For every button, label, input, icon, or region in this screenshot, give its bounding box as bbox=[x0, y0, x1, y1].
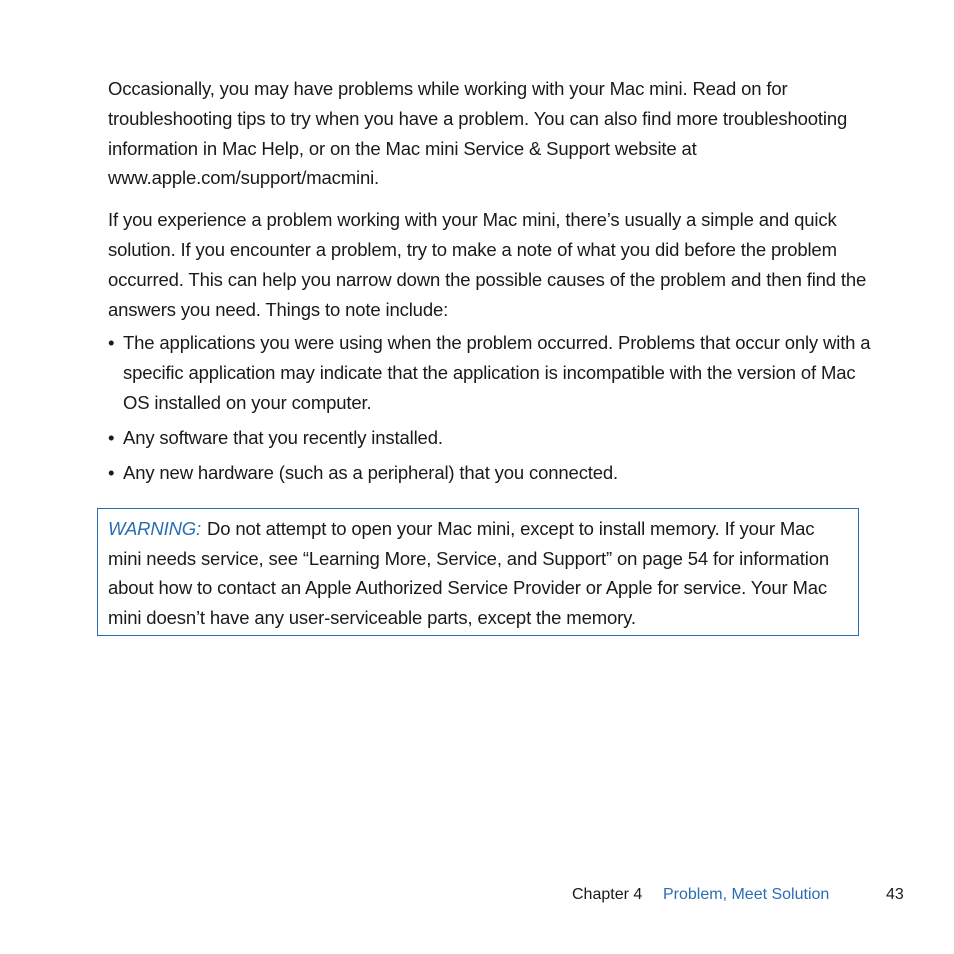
warning-label: WARNING: bbox=[108, 518, 202, 539]
list-item bbox=[108, 328, 878, 417]
list-item-text: Any new hardware (such as a peripheral) that you connected. bbox=[123, 461, 619, 483]
notes-list bbox=[108, 328, 878, 487]
warning-text: Do not attempt to open your Mac mini, except to install memory. If your Mac mini needs service, see “Learning More, Service, and Support” on page 54 for information about how to contact an Apple Authorized Service Provider or Apple for service. Your Mac mini doesn’t have any user-serviceable parts, except the memory. bbox=[108, 518, 830, 628]
warning-paragraph bbox=[108, 514, 848, 632]
list-item bbox=[108, 458, 878, 488]
list-item bbox=[108, 423, 878, 453]
bullet-icon: • bbox=[108, 426, 115, 448]
chapter-title: Problem, Meet Solution bbox=[663, 886, 830, 903]
bullet-icon: • bbox=[108, 332, 115, 354]
list-item-text: Any software that you recently installed. bbox=[123, 426, 443, 448]
intro-paragraph: Occasionally, you may have problems while working with your Mac mini. Read on for troubleshooting tips to try when you have a problem. You can also find more troubleshooting information in Mac Help, or on the Mac mini Service & Support website at www.apple.com/support/macmini. bbox=[108, 78, 848, 189]
list-item-text: The applications you were using when the problem occurred. Problems that occur only with a specific application may indicate that the application is incompatible with the version of Mac OS installed on your computer. bbox=[123, 332, 871, 413]
bullet-icon: • bbox=[108, 461, 115, 483]
page-number: 43 bbox=[886, 886, 904, 903]
page-footer bbox=[0, 886, 954, 910]
warning-box bbox=[97, 508, 859, 636]
chapter-label: Chapter 4 bbox=[572, 886, 643, 903]
page-body bbox=[108, 74, 878, 492]
problem-paragraph: If you experience a problem working with your Mac mini, there’s usually a simple and quick solution. If you encounter a problem, try to make a note of what you did before the problem occurred. This can help you narrow down the possible causes of the problem and then find the answers you need. Things to note include: bbox=[108, 209, 867, 320]
